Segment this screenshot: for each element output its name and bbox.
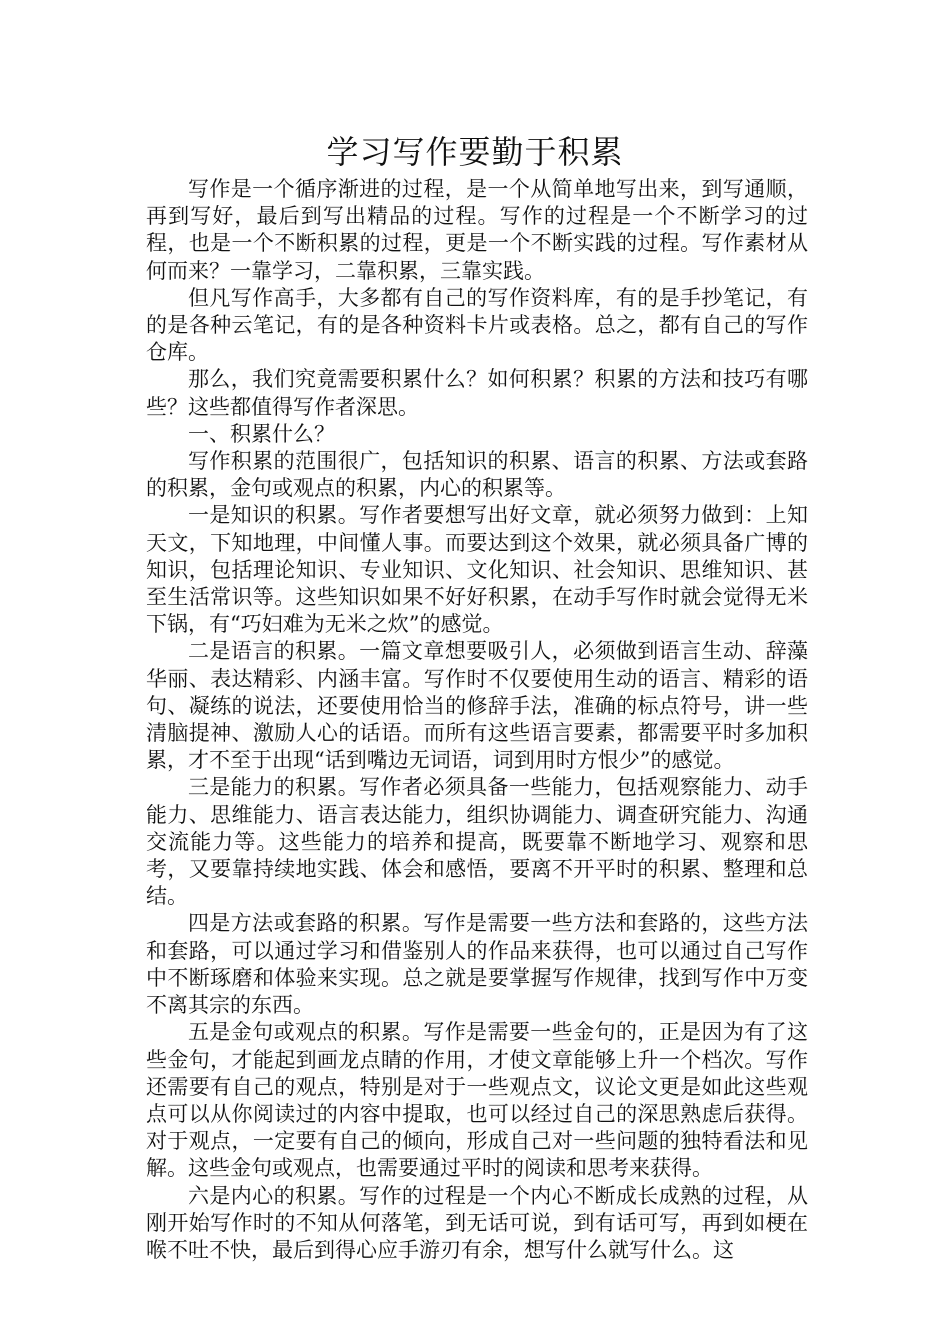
paragraph: 写作积累的范围很广，包括知识的积累、语言的积累、方法或套路的积累，金句或观点的积累，内心的积累等。 <box>146 449 808 501</box>
paragraph: 写作是一个循序渐进的过程，是一个从简单地写出来，到写通顺，再到写好，最后到写出精品的过程。写作的过程是一个不断学习的过程，也是一个不断积累的过程，更是一个不断实践的过程。写作素材从何而来？一靠学习，二靠积累，三靠实践。 <box>146 177 808 283</box>
paragraph: 六是内心的积累。写作的过程是一个内心不断成长成熟的过程，从刚开始写作时的不知从何落笔，到无话可说，到有话可写，再到如梗在喉不吐不快，最后到得心应手游刃有余，想写什么就写什么。这 <box>146 1183 808 1262</box>
document-title: 学习写作要勤于积累 <box>326 133 624 171</box>
paragraph: 一是知识的积累。写作者要想写出好文章，就必须努力做到：上知天文，下知地理，中间懂人事。而要达到这个效果，就必须具备广博的知识，包括理论知识、专业知识、文化知识、社会知识、思维知识、甚至生活常识等。这些知识如果不好好积累，在动手写作时就会觉得无米下锅，有“巧妇难为无米之炊”的感觉。 <box>146 503 808 637</box>
paragraph: 但凡写作高手，大多都有自己的写作资料库，有的是手抄笔记，有的是各种云笔记，有的是各种资料卡片或表格。总之，都有自己的写作仓库。 <box>146 285 808 365</box>
paragraph: 那么，我们究竟需要积累什么？如何积累？积累的方法和技巧有哪些？这些都值得写作者深思。 <box>146 367 808 419</box>
paragraph: 四是方法或套路的积累。写作是需要一些方法和套路的，这些方法和套路，可以通过学习和借鉴别人的作品来获得，也可以通过自己写作中不断琢磨和体验来实现。总之就是要掌握写作规律，找到写作中万变不离其宗的东西。 <box>146 911 808 1018</box>
paragraph: 五是金句或观点的积累。写作是需要一些金句的，正是因为有了这些金句，才能起到画龙点睛的作用，才使文章能够上升一个档次。写作还需要有自己的观点，特别是对于一些观点文，议论文更是如此这些观点可以从你阅读过的内容中提取，也可以经过自己的深思熟虑后获得。对于观点，一定要有自己的倾向，形成自己对一些问题的独特看法和见解。这些金句或观点，也需要通过平时的阅读和思考来获得。 <box>146 1020 808 1181</box>
section-heading: 一、积累什么？ <box>188 421 335 446</box>
paragraph: 二是语言的积累。一篇文章想要吸引人，必须做到语言生动、辞藻华丽、表达精彩、内涵丰富。写作时不仅要使用生动的语言、精彩的语句、凝练的说法，还要使用恰当的修辞手法，准确的标点符号，讲一些清脑提神、激励人心的话语。而所有这些语言要素，都需要平时多加积累，才不至于出现“话到嘴边无词语，词到用时方恨少”的感觉。 <box>146 639 808 773</box>
paragraph: 三是能力的积累。写作者必须具备一些能力，包括观察能力、动手能力、思维能力、语言表达能力，组织协调能力、调查研究能力、沟通交流能力等。这些能力的培养和提高，既要靠不断地学习、观察和思考，又要靠持续地实践、体会和感悟，要离不开平时的积累、整理和总结。 <box>146 775 808 909</box>
document-body <box>146 176 808 1264</box>
